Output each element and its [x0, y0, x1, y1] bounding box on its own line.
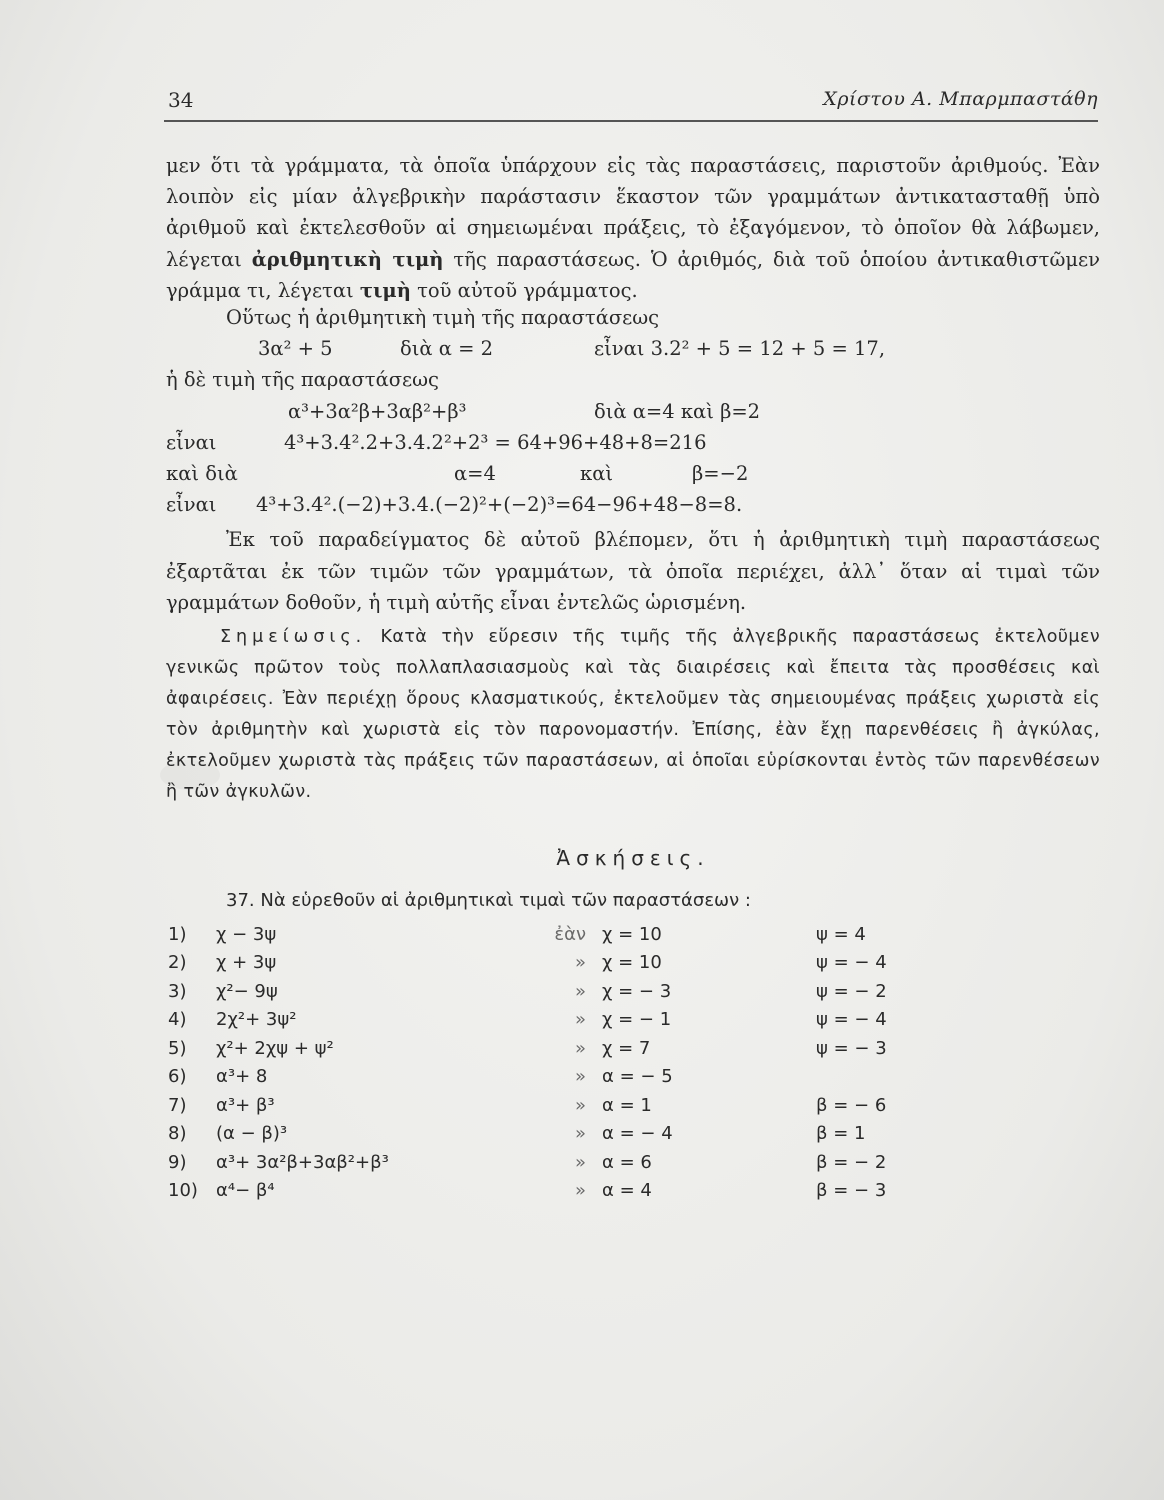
exercise-expression: χ + 3ψ: [216, 952, 277, 974]
exercise-value-2: β = − 6: [816, 1094, 887, 1116]
exercise-row: [166, 1152, 1100, 1181]
exercise-value-1: χ = 7: [602, 1037, 651, 1059]
math-condition: α=4: [454, 461, 496, 485]
exercise-condition-word: »: [574, 1180, 586, 1202]
exercises-title: Ἀσκήσεις.: [556, 845, 710, 870]
exercise-expression: 2χ²+ 3ψ²: [216, 1009, 297, 1031]
exercise-condition-word: »: [574, 1009, 586, 1031]
paragraph-text: τῆς παραστάσεως. Ὁ ἀριθμός, διὰ τοῦ ὁποίου ἀντικαθιστῶμεν γράμμα τι, λέγεται: [166, 247, 1100, 302]
note-label: Σημείωσις.: [220, 626, 367, 647]
exercise-row: [166, 1066, 1100, 1095]
exercise-number: 10): [168, 1180, 198, 1202]
exercise-value-1: χ = 10: [602, 952, 662, 974]
exercise-value-1: α = 6: [602, 1151, 652, 1173]
exercise-number: 8): [168, 1123, 187, 1145]
exercise-value-2: ψ = − 4: [816, 952, 887, 974]
math-expression: 3α² + 5: [258, 337, 333, 361]
example-label: εἶναι: [166, 430, 217, 454]
exercise-row: [166, 981, 1100, 1010]
exercise-value-1: α = − 4: [602, 1123, 673, 1145]
exercise-value-1: χ = − 1: [602, 1009, 672, 1031]
exercise-expression: χ²+ 2χψ + ψ²: [216, 1037, 334, 1059]
exercise-number: 5): [168, 1037, 187, 1059]
exercise-row: [166, 924, 1100, 953]
exercise-number: 9): [168, 1151, 187, 1173]
example-label: εἶναι: [166, 493, 217, 517]
exercise-row: [166, 1123, 1100, 1152]
page-body: [166, 150, 1100, 1209]
exercise-value-1: α = 4: [602, 1180, 652, 1202]
exercise-number: 3): [168, 980, 187, 1002]
exercise-condition-word: »: [574, 1151, 586, 1173]
exercise-value-2: ψ = − 3: [816, 1037, 887, 1059]
math-calculation: 4³+3.4².(−2)+3.4.(−2)²+(−2)³=64−96+48−8=8.: [256, 493, 743, 517]
exercise-number: 4): [168, 1009, 187, 1031]
math-result: εἶναι 3.2² + 5 = 12 + 5 = 17,: [594, 337, 886, 361]
term-arithmetic-value: ἀριθμητικὴ τιμὴ: [251, 247, 444, 271]
term-value: τιμὴ: [359, 278, 411, 302]
exercise-value-1: α = − 5: [602, 1066, 673, 1088]
exercise-list: [166, 924, 1100, 1209]
exercise-expression: χ²− 9ψ: [216, 980, 278, 1002]
exercise-expression: α³+ 3α²β+3αβ²+β³: [216, 1151, 389, 1173]
exercise-value-1: χ = 10: [602, 923, 662, 945]
example-intro: [166, 306, 1100, 337]
math-condition: διὰ α=4 καὶ β=2: [594, 399, 761, 423]
exercise-expression: α³+ 8: [216, 1066, 268, 1088]
exercise-value-2: β = − 2: [816, 1151, 887, 1173]
example-line-5: [166, 462, 1100, 493]
exercise-value-2: ψ = − 4: [816, 1009, 887, 1031]
exercise-number: 2): [168, 952, 187, 974]
exercise-37-intro: 37. Νὰ εὑρεθοῦν αἱ ἀριθμητικαὶ τιμαὶ τῶν παραστάσεων :: [226, 889, 751, 911]
exercise-row: [166, 1009, 1100, 1038]
exercise-row: [166, 952, 1100, 981]
math-calculation: 4³+3.4².2+3.4.2²+2³ = 64+96+48+8=216: [284, 430, 707, 454]
paragraph-text: μεν ὅτι τὰ γράμματα, τὰ ὁποῖα ὑπάρχουν εἰς τὰς παραστάσεις, παριστοῦν ἀριθμούς. Ἐὰν λοιπὸν εἰς μίαν ἀλγεβρικὴν παράστασιν ἕκαστον τῶν γραμμάτων ἀντικατασταθῇ ὑπὸ ἀριθμοῦ καὶ ἐκτελεσθοῦν αἱ σημειωμέναι πράξεις, τὸ ἐξαγόμενον, τὸ ὁποῖον θὰ λάβωμεν, λέγεται: [166, 154, 1100, 271]
paragraph-conclusion: Ἐκ τοῦ παραδείγματος δὲ αὐτοῦ βλέπομεν, ὅτι ἡ ἀριθμητικὴ τιμὴ παραστάσεως ἐξαρτᾶται ἐκ τῶν τιμῶν τῶν γραμμάτων, τὰ ὁποῖα περιέχει, ἀλλ᾽ ὅταν αἱ τιμαὶ τῶν γραμμάτων δοθοῦν, ἡ τιμὴ αὐτῆς εἶναι ἐντελῶς ὡρισμένη.: [166, 528, 1100, 614]
exercise-value-2: β = 1: [816, 1123, 866, 1145]
math-condition: διὰ α = 2: [400, 337, 494, 361]
page-header: [168, 88, 1098, 118]
header-rule: [164, 120, 1098, 122]
exercise-value-1: α = 1: [602, 1094, 652, 1116]
exercise-value-2: β = − 3: [816, 1180, 887, 1202]
exercise-row: [166, 1095, 1100, 1124]
running-title: Χρίστου Α. Μπαρμπαστάθη: [823, 88, 1098, 110]
exercise-row: [166, 1180, 1100, 1209]
example-text: ἡ δὲ τιμὴ τῆς παραστάσεως: [166, 368, 439, 392]
math-conjunction: καὶ: [580, 461, 614, 485]
exercise-condition-word: »: [574, 980, 586, 1002]
exercise-expression: α³+ β³: [216, 1094, 275, 1116]
exercise-expression: (α − β)³: [216, 1123, 288, 1145]
exercise-row: [166, 1038, 1100, 1067]
page-number: 34: [168, 88, 194, 112]
paragraph-definition: [166, 150, 1100, 306]
note-text: Κατὰ τὴν εὕρεσιν τῆς τιμῆς τῆς ἀλγεβρικῆς παραστάσεως ἐκτελοῦμεν γενικῶς πρῶτον τοὺς πολλαπλασιασμοὺς καὶ τὰς διαιρέσεις καὶ ἔπειτα τὰς προσθέσεις καὶ ἀφαιρέσεις. Ἐὰν περιέχῃ ὅρους κλασματικούς, ἐκτελοῦμεν τὰς σημειουμένας πράξεις χωριστὰ εἰς τὸν ἀριθμητὴν καὶ χωριστὰ εἰς τὸν παρονομαστήν. Ἐπίσης, ἐὰν ἔχῃ παρενθέσεις ἢ ἀγκύλας, ἐκτελοῦμεν χωριστὰ τὰς πράξεις τῶν παραστάσεων, αἱ ὁποῖαι εὑρίσκονται ἐντὸς τῶν παρενθέσεων ἢ τῶν ἀγκυλῶν.: [166, 626, 1101, 802]
exercise-expression: χ − 3ψ: [216, 923, 277, 945]
exercise-number: 6): [168, 1066, 187, 1088]
exercise-value-2: ψ = − 2: [816, 980, 887, 1002]
exercise-condition-word: »: [574, 1037, 586, 1059]
example-line-4: [166, 431, 1100, 462]
exercise-number: 7): [168, 1094, 187, 1116]
exercise-condition-word: »: [574, 952, 586, 974]
example-line-1: [166, 337, 1100, 368]
exercise-condition-word: »: [574, 1066, 586, 1088]
exercise-expression: α⁴− β⁴: [216, 1180, 275, 1202]
exercise-number: 1): [168, 923, 187, 945]
math-expression: α³+3α²β+3αβ²+β³: [288, 399, 467, 423]
exercise-condition-word: »: [574, 1123, 586, 1145]
exercise-condition-word: »: [574, 1094, 586, 1116]
example-line-6: [166, 493, 1100, 524]
exercise-value-1: χ = − 3: [602, 980, 672, 1002]
paragraph-text: τοῦ αὐτοῦ γράμματος.: [417, 278, 638, 302]
exercise-value-2: ψ = 4: [816, 923, 866, 945]
example-line-2: [166, 368, 1100, 399]
example-intro-text: Οὕτως ἡ ἀριθμητικὴ τιμὴ τῆς παραστάσεως: [226, 306, 660, 330]
example-label: καὶ διὰ: [166, 461, 238, 485]
note: [166, 622, 1100, 808]
exercise-condition-word: ἐὰν: [554, 923, 586, 945]
math-condition: β=−2: [692, 461, 749, 485]
example-line-3: [166, 400, 1100, 431]
